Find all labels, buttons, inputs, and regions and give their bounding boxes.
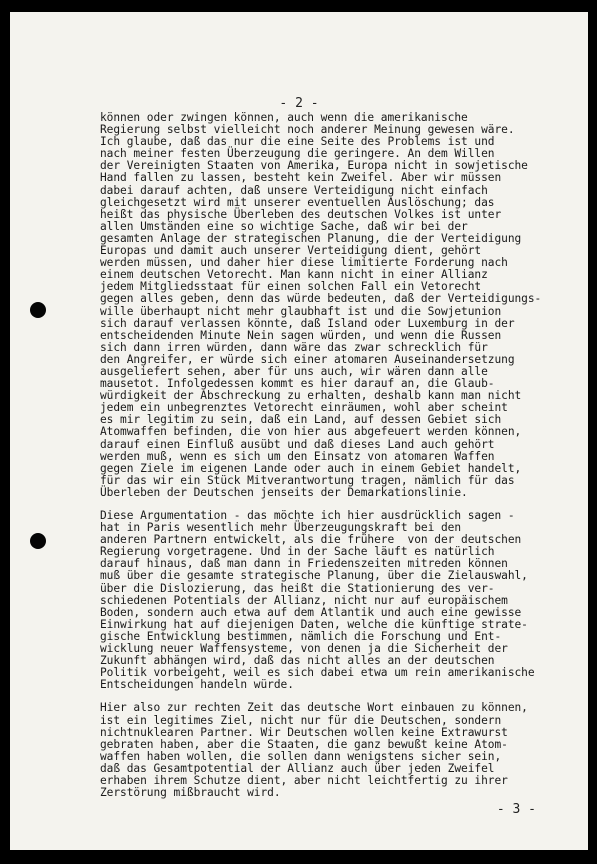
text-line: Politik vorbeigeht, weil es sich dabei etwa um rein amerikanische <box>100 666 535 680</box>
text-line: allen Umständen eine so wichtige Sache, daß wir bei der <box>100 219 468 233</box>
paragraph <box>100 702 586 799</box>
text-line: sich darauf verlassen könnte, daß Island oder Luxemburg in der <box>100 316 515 330</box>
text-line: darauf einen Einfluß ausübt und daß dieses Land auch gehört <box>100 437 495 451</box>
text-line: Europas und damit auch unserer Verteidigung dient, gehört <box>100 244 482 258</box>
text-line: hat in Paris wesentlich mehr Überzeugungskraft bei den <box>100 521 462 535</box>
text-line: Zerstörung mißbraucht wird. <box>100 786 281 800</box>
next-page-marker: - 3 - <box>496 802 536 817</box>
text-line: gische Entwicklung bestimmen, nämlich die Forschung und Ent- <box>100 629 502 643</box>
text-line: wille überhaupt nicht mehr glaubhaft ist und die Sowjetunion <box>100 304 502 318</box>
text-line: gegen Ziele im eigenen Lande oder auch in einem Gebiet handelt, <box>100 461 522 475</box>
text-line: nach meiner festen Überzeugung die geringere. An dem Willen <box>100 147 495 161</box>
text-line: würdigkeit der Abschreckung zu erhalten, deshalb kann man nicht <box>100 389 522 403</box>
text-line: jedem Mitgliedsstaat für einen solchen Fall ein Vetorecht <box>100 280 482 294</box>
text-line: Überleben der Deutschen jenseits der Demarkationslinie. <box>100 485 468 499</box>
punch-hole-bottom <box>30 533 46 549</box>
text-line: können oder zwingen können, auch wenn die amerikanische <box>100 111 468 124</box>
text-line: wicklung neuer Waffensysteme, von denen ja die Sicherheit der <box>100 642 508 656</box>
text-line: einem deutschen Vetorecht. Man kann nicht in einer Allianz <box>100 268 488 282</box>
text-line: der Vereinigten Staaten von Amerika, Europa nicht in sowjetische <box>100 159 528 173</box>
text-line: daß das Gesamtpotential der Allianz auch über jeden Zweifel <box>100 761 495 775</box>
text-line: gesamten Anlage der strategischen Planung, die der Verteidigung <box>100 231 522 245</box>
text-line: nichtnuklearen Partner. Wir Deutschen wollen keine Extrawurst <box>100 725 508 739</box>
text-line: es mir legitim zu sein, daß ein Land, auf dessen Gebiet sich <box>100 413 502 427</box>
text-line: waffen haben wollen, die sollen dann wenigstens sicher sein, <box>100 749 502 763</box>
text-line: darauf hinaus, daß man dann in Friedenszeiten mitreden können <box>100 557 508 571</box>
text-line: gebraten haben, aber die Staaten, die ganz bewußt keine Atom- <box>100 737 508 751</box>
text-line: Hand fallen zu lassen, besteht kein Zweifel. Aber wir müssen <box>100 171 502 185</box>
text-line: entscheidenden Minute Nein sagen würden, und wenn die Russen <box>100 328 502 342</box>
text-line: dabei darauf achten, daß unsere Verteidigung nicht einfach <box>100 183 488 197</box>
paragraph <box>100 112 586 499</box>
text-line: Zukunft abhängen wird, daß das nicht alles an der deutschen <box>100 654 495 668</box>
text-line: Boden, sondern auch etwa auf dem Atlantik und auch eine gewisse <box>100 605 522 619</box>
text-line: muß über die gesamte strategische Planung, über die Zielauswahl, <box>100 569 528 583</box>
text-line: Ich glaube, daß das nur die eine Seite des Problems ist und <box>100 135 495 149</box>
text-line: schiedenen Potentials der Allianz, nicht nur auf europäischem <box>100 593 508 607</box>
text-line: ausgeliefert sehen, aber für uns auch, wir wären dann alle <box>100 364 488 378</box>
body-text <box>100 112 586 810</box>
text-line: ist ein legitimes Ziel, nicht nur für die Deutschen, sondern <box>100 713 502 727</box>
text-line: erhaben ihrem Schutze dient, aber nicht leichtfertig zu ihrer <box>100 773 508 787</box>
document-page <box>10 12 588 850</box>
text-line: gleichgesetzt wird mit unserer eventuellen Auslöschung; das <box>100 195 495 209</box>
text-line: Regierung selbst vielleicht noch anderer Meinung gewesen wäre. <box>100 123 515 137</box>
text-line: über die Dislozierung, das heißt die Stationierung des ver- <box>100 581 495 595</box>
text-line: gegen alles geben, denn das würde bedeuten, daß der Verteidigungs- <box>100 292 542 306</box>
text-line: mausetot. Infolgedessen kommt es hier darauf an, die Glaub- <box>100 377 495 391</box>
text-line: anderen Partnern entwickelt, als die frühere von der deutschen <box>100 533 522 547</box>
text-line: für das wir ein Stück Mitverantwortung tragen, nämlich für das <box>100 473 515 487</box>
text-line: werden muß, wenn es sich um den Einsatz von atomaren Waffen <box>100 449 495 463</box>
text-line: heißt das physische Überleben des deutschen Volkes ist unter <box>100 207 502 221</box>
text-line: sich dann irren würden, dann wäre das zwar schrecklich für <box>100 340 488 354</box>
punch-hole-top <box>30 302 46 318</box>
text-line: jedem ein unbegrenztes Vetorecht einräumen, wohl aber scheint <box>100 401 508 415</box>
text-line: Diese Argumentation - das möchte ich hier ausdrücklich sagen - <box>100 509 515 522</box>
paragraph <box>100 510 586 691</box>
text-line: Atomwaffen befinden, die von hier aus abgefeuert werden können, <box>100 425 522 439</box>
text-line: Einwirkung hat auf diejenigen Daten, welche die künftige strate- <box>100 617 528 631</box>
text-line: Hier also zur rechten Zeit das deutsche Wort einbauen zu können, <box>100 701 528 715</box>
text-line: den Angreifer, er würde sich einer atomaren Auseinandersetzung <box>100 352 515 366</box>
text-line: Regierung vorgetragene. Und in der Sache läuft es natürlich <box>100 545 495 559</box>
text-line: werden müssen, und daher hier diese limitierte Forderung nach <box>100 256 508 270</box>
text-line: Entscheidungen handeln würde. <box>100 678 294 692</box>
page-number: - 2 - <box>279 96 319 111</box>
